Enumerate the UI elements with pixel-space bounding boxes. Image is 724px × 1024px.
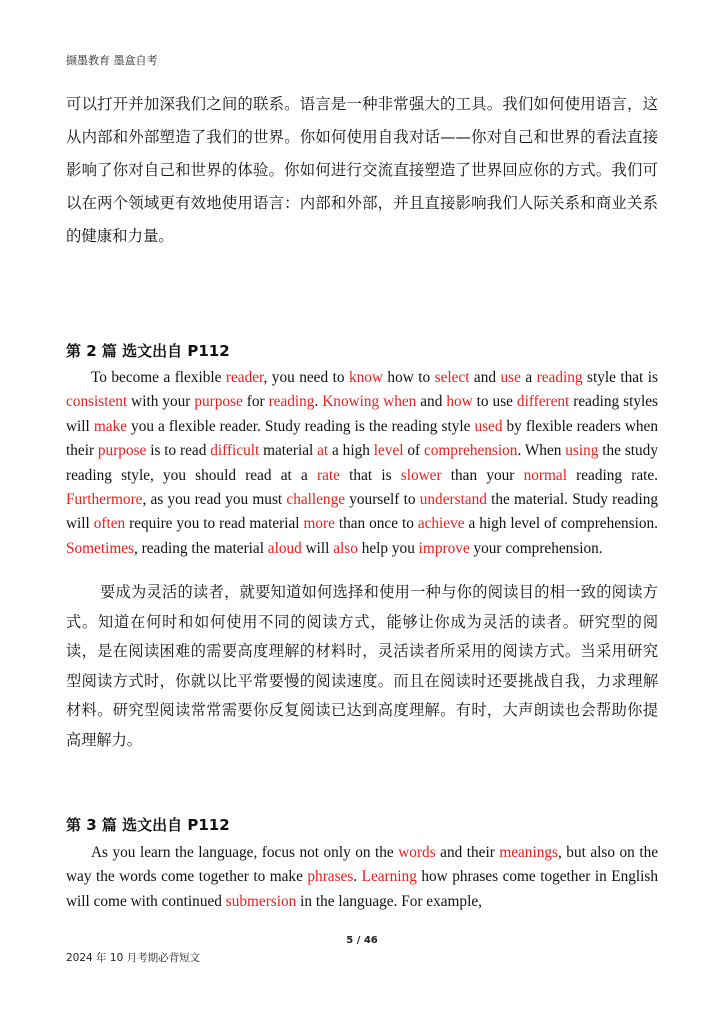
text-run: material — [259, 442, 318, 460]
highlighted-word: difficult — [210, 442, 260, 460]
highlighted-word: rate — [317, 466, 340, 484]
text-run: and — [469, 369, 501, 386]
highlighted-word: purpose — [97, 442, 147, 460]
highlighted-word: meanings — [499, 844, 558, 861]
highlighted-word: more — [303, 515, 335, 533]
text-run: . — [353, 868, 362, 886]
highlighted-word: reading — [536, 369, 583, 386]
text-run: than your — [441, 466, 524, 484]
highlighted-word: know — [348, 369, 383, 386]
text-run: the study reading style, you should read at a — [66, 442, 658, 484]
highlighted-word: words — [398, 844, 436, 861]
passage2-english — [66, 366, 658, 561]
text-run: of — [403, 442, 424, 460]
highlighted-word: understand — [419, 491, 487, 509]
highlighted-word: level — [373, 442, 404, 460]
highlighted-word: using — [565, 442, 599, 460]
text-run: a — [520, 369, 537, 386]
page-header: 撷墨教育 墨盒自考 — [66, 54, 158, 67]
highlighted-word: submersion — [225, 892, 297, 910]
highlighted-word: reader — [225, 369, 264, 386]
text-run: , you need to — [263, 369, 349, 386]
text-run: style that is — [582, 369, 658, 386]
highlighted-word: normal — [523, 466, 567, 484]
text-run: , but also on the way the words come together to make — [66, 844, 659, 886]
highlighted-word: use — [500, 369, 521, 386]
highlighted-word: phrases — [307, 868, 354, 886]
text-run: As you learn the language, focus not only on the — [91, 844, 399, 861]
highlighted-word: Furthermore — [66, 491, 143, 509]
text-run: help you — [357, 539, 419, 557]
text-run: a high level of comprehension. — [464, 515, 658, 533]
text-run: , as you read you must — [142, 491, 287, 509]
text-run: , reading the material — [134, 539, 268, 557]
text-run: for — [242, 393, 269, 411]
text-run: how to — [382, 369, 435, 386]
highlighted-word: slower — [400, 466, 442, 484]
highlighted-word: make — [93, 417, 127, 435]
highlighted-word: comprehension — [423, 442, 518, 460]
text-run: and their — [435, 844, 500, 861]
text-run: by flexible readers when their — [66, 417, 658, 460]
text-run: reading styles will — [66, 393, 658, 435]
text-run: with your — [127, 393, 195, 411]
highlighted-word: select — [434, 369, 470, 386]
highlighted-word: used — [474, 417, 503, 435]
highlighted-word: how — [446, 393, 473, 411]
highlighted-word: improve — [418, 539, 470, 557]
text-run: will — [301, 539, 334, 557]
passage3-english — [66, 841, 658, 914]
text-run: a high — [328, 442, 374, 460]
text-run: reading rate. — [566, 466, 659, 484]
highlighted-word: purpose — [194, 393, 243, 411]
highlighted-word: reading — [268, 393, 315, 411]
passage3-title: 第 3 篇 选文出自 P112 — [66, 816, 230, 834]
text-run: than once to — [334, 515, 418, 533]
passage1-translation: 可以打开并加深我们之间的联系。语言是一种非常强大的工具。我们如何使用语言，这从内部和外部塑造了我们的世界。你如何使用自我对话——你对自己和世界的看法直接影响了你对自己和世界的体验。你如何进行交流直接塑造了世界回应你的方式。我们可以在两个领域更有效地使用语言：内部和外部，并且直接影响我们人际关系和商业关系的健康和力量。 — [66, 95, 658, 245]
text-run: how phrases come together in English will come with continued — [66, 868, 658, 910]
highlighted-word: challenge — [286, 491, 346, 509]
highlighted-word: aloud — [267, 539, 302, 557]
text-run: is to read — [146, 442, 211, 460]
text-run: you a flexible reader. Study reading is the reading style — [127, 417, 475, 435]
passage2-title: 第 2 篇 选文出自 P112 — [66, 342, 230, 360]
highlighted-word: also — [333, 539, 358, 557]
highlighted-word: Sometimes — [66, 539, 134, 557]
text-run: To become a flexible — [91, 369, 226, 386]
highlighted-word: Knowing when — [322, 393, 417, 411]
highlighted-word: consistent — [66, 393, 128, 411]
highlighted-word: at — [317, 442, 329, 460]
passage2-translation: 要成为灵活的读者，就要知道如何选择和使用一种与你的阅读目的相一致的阅读方式。知道在何时和如何使用不同的阅读方式，能够让你成为灵活的读者。研究型的阅读，是在阅读困难的需要高度理解的材料时，灵活读者所采用的阅读方式。当采用研究型阅读方式时，你就以比平常要慢的阅读速度。而且在阅读时还要挑战自我，力求理解材料。研究型阅读常常需要你反复阅读已达到高度理解。有时，大声朗读也会帮助你提高理解力。 — [66, 583, 658, 749]
text-run: . — [314, 393, 323, 411]
text-run: . When — [517, 442, 566, 460]
text-run: in the language. For example, — [296, 892, 482, 910]
text-run: that is — [339, 466, 401, 484]
page-number: 5 / 46 — [346, 935, 378, 946]
text-run: yourself to — [345, 491, 420, 509]
text-run: the material. Study reading will — [66, 491, 659, 533]
text-run: require you to read material — [125, 515, 304, 533]
footer-note: 2024 年 10 月考期必背短文 — [66, 952, 201, 964]
text-run: and — [416, 393, 447, 411]
text-run: your comprehension. — [469, 539, 603, 557]
highlighted-word: different — [516, 393, 570, 411]
text-run: to use — [472, 393, 517, 411]
highlighted-word: achieve — [417, 515, 465, 533]
highlighted-word: often — [93, 515, 126, 533]
highlighted-word: Learning — [361, 868, 417, 886]
